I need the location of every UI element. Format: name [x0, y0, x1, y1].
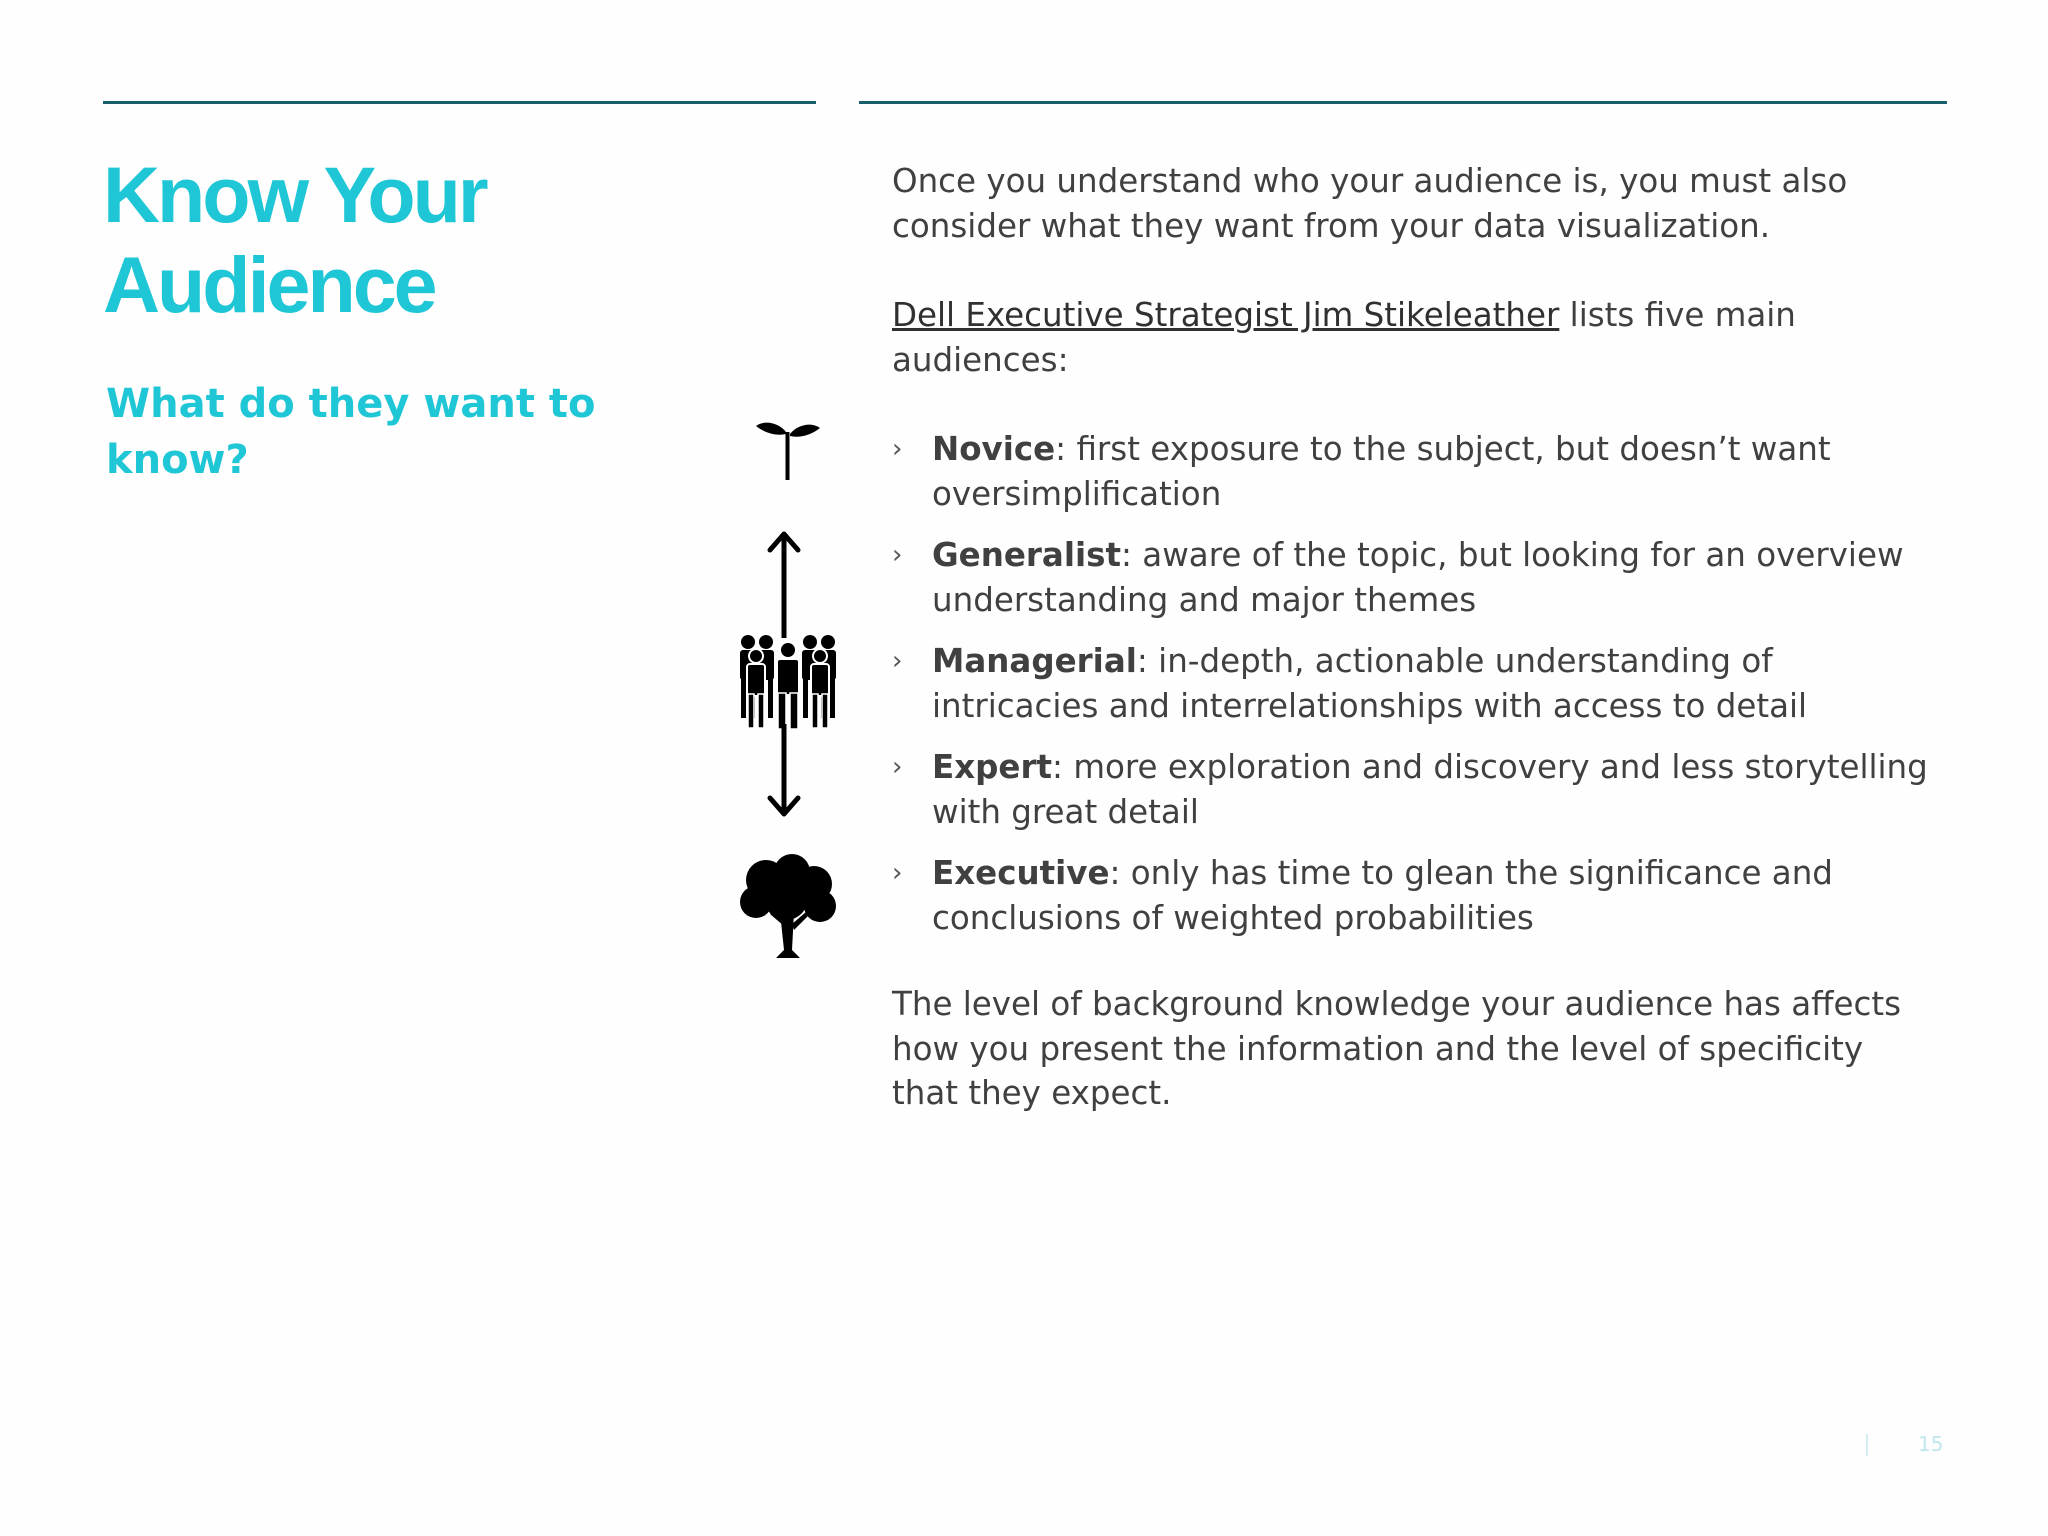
- source-rest-text: lists five main audiences:: [892, 296, 1796, 379]
- audience-term: Expert: [932, 748, 1053, 786]
- bullet-chevron-icon: ›: [892, 434, 903, 464]
- bullet-chevron-icon: ›: [892, 646, 903, 676]
- top-rule-right: [859, 101, 1947, 104]
- source-paragraph: [892, 293, 1932, 382]
- audience-term: Generalist: [932, 536, 1122, 574]
- page-number: 15: [1918, 1432, 1944, 1456]
- top-rule-left: [103, 101, 816, 104]
- slide-title: [103, 150, 486, 330]
- bullet-chevron-icon: ›: [892, 540, 903, 570]
- audience-term: Executive: [932, 854, 1110, 892]
- audience-description: : in-depth, actionable understanding of intricacies and interrelationships with access to detail: [932, 642, 1808, 725]
- audience-description: : only has time to glean the significance and conclusions of weighted probabilities: [932, 854, 1833, 937]
- down-arrow-icon: [766, 724, 802, 820]
- title-line-1: Know Your: [103, 150, 486, 239]
- audience-term: Novice: [932, 430, 1056, 468]
- page-number-divider: [1866, 1434, 1868, 1456]
- group-of-people-icon: [732, 632, 844, 730]
- audience-term: Managerial: [932, 642, 1137, 680]
- up-arrow-icon: [766, 528, 802, 638]
- audience-description: : first exposure to the subject, but doesn’t want oversimplification: [932, 430, 1831, 513]
- sprout-icon: [752, 412, 824, 482]
- bullet-chevron-icon: ›: [892, 752, 903, 782]
- intro-paragraph: Once you understand who your audience is, you must also consider what they want from your data visualization.: [892, 162, 1848, 245]
- subtitle-line-1: What do they want to: [106, 381, 596, 427]
- conclusion-paragraph: The level of background knowledge your audience has affects how you present the information and the level of specificity that they expect.: [892, 985, 1902, 1112]
- audience-description: : more exploration and discovery and less storytelling with great detail: [932, 748, 1928, 831]
- source-link[interactable]: Dell Executive Strategist Jim Stikeleather: [892, 296, 1560, 334]
- bullet-chevron-icon: ›: [892, 858, 903, 888]
- tree-icon: [736, 854, 840, 960]
- slide-subtitle: [106, 376, 626, 488]
- title-line-2: Audience: [103, 240, 435, 329]
- audience-description: : aware of the topic, but looking for an overview understanding and major themes: [932, 536, 1904, 619]
- subtitle-line-2: know?: [106, 437, 249, 483]
